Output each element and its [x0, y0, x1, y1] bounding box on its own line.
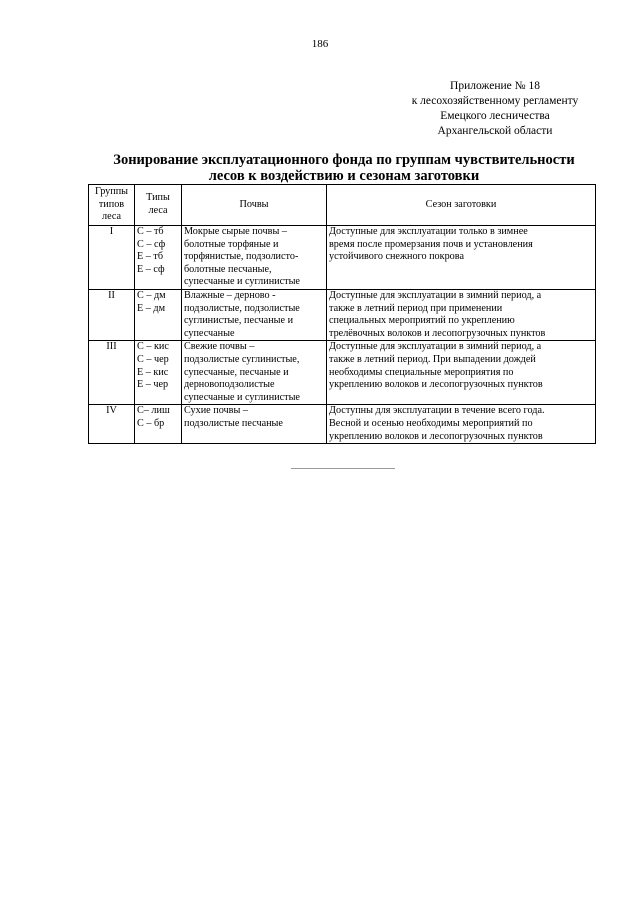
soils-cell: Сухие почвы – подзолистые песчаные [182, 405, 327, 444]
season-cell: Доступны для эксплуатации в течение всего года. Весной и осенью необходимы мероприятий по укреплению волоков и лесопогрузочных пунктов [327, 405, 596, 444]
season-cell: Доступные для эксплуатации только в зимнее время после промерзания почв и установления устойчивого снежного покрова [327, 226, 596, 290]
header-season: Сезон заготовки [327, 185, 596, 226]
appendix-line: Приложение № 18 [450, 80, 540, 92]
appendix-line: Емецкого лесничества [440, 110, 550, 122]
footer-divider [291, 468, 395, 469]
table-row [89, 226, 596, 290]
soils-cell: Свежие почвы – подзолистые суглинистые, супесчаные, песчаные и дерновоподзолистые супесчаные и суглинистые [182, 341, 327, 405]
group-cell: III [89, 341, 135, 405]
types-cell: С – кис С – чер Е – кис Е – чер [135, 341, 182, 405]
header-types: Типы леса [135, 185, 182, 226]
appendix-note [400, 79, 590, 139]
appendix-line: Архангельской области [437, 125, 553, 137]
table-header-row [89, 185, 596, 226]
types-cell: С – тб С – сф Е – тб Е – сф [135, 226, 182, 290]
season-cell: Доступные для эксплуатации в зимний период, а также в летний период при применении специальных мероприятий по укреплению трелёвочных волоков и лесопогрузочных пунктов [327, 289, 596, 340]
table-row [89, 405, 596, 444]
types-cell: С– лиш С – бр [135, 405, 182, 444]
appendix-line: к лесохозяйственному регламенту [411, 95, 579, 107]
table-row [89, 341, 596, 405]
types-cell: С – дм Е – дм [135, 289, 182, 340]
page-number: 186 [311, 38, 329, 50]
soils-cell: Мокрые сырые почвы – болотные торфяные и торфянистые, подзолисто- болотные песчаные, супесчаные и суглинистые [182, 226, 327, 290]
season-cell: Доступные для эксплуатации в зимний период, а также в летний период. При выпадении дождей необходимы специальные мероприятия по укреплению волоков и лесопогрузочных пунктов [327, 341, 596, 405]
soils-cell: Влажные – дерново - подзолистые, подзолистые суглинистые, песчаные и супесчаные [182, 289, 327, 340]
header-group: Группы типов леса [89, 185, 135, 226]
document-title [88, 152, 600, 184]
group-cell: IV [89, 405, 135, 444]
group-cell: I [89, 226, 135, 290]
zoning-table [88, 184, 596, 444]
table-row [89, 289, 596, 340]
title-line: Зонирование эксплуатационного фонда по группам чувствительности [113, 152, 575, 168]
title-line: лесов к воздействию и сезонам заготовки [208, 168, 480, 184]
header-soils: Почвы [182, 185, 327, 226]
group-cell: II [89, 289, 135, 340]
